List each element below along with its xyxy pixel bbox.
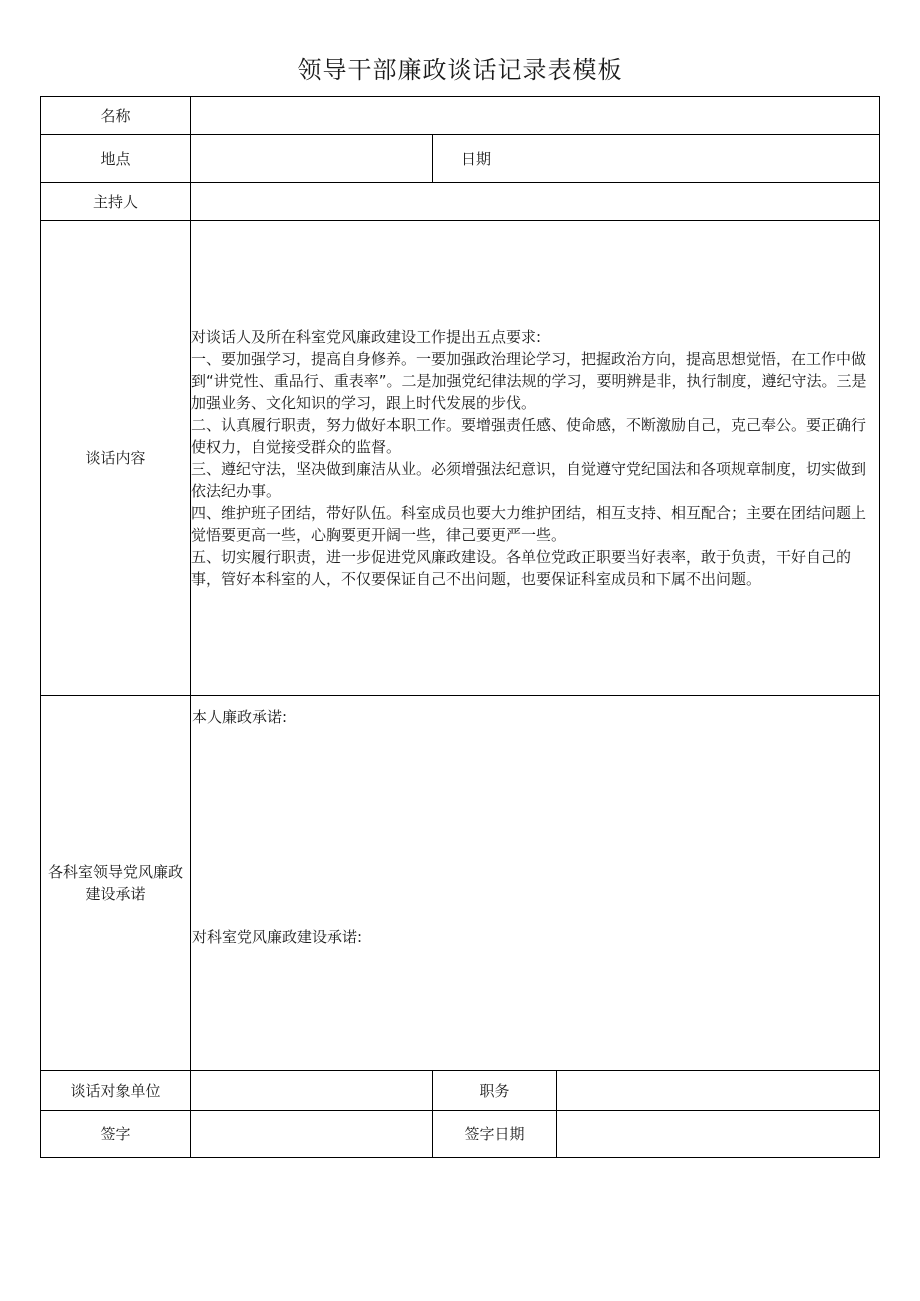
name-label: 名称 (41, 97, 191, 135)
position-label: 职务 (433, 1071, 557, 1111)
row-host (41, 183, 880, 221)
content-paragraph: 二、认真履行职责，努力做好本职工作。要增强责任感、使命感，不断激励自己，克己奉公。要正确行使权力，自觉接受群众的监督。 (191, 416, 867, 456)
position-field[interactable] (557, 1071, 880, 1111)
signature-date-label: 签字日期 (433, 1111, 557, 1158)
date-field[interactable] (433, 135, 880, 183)
page-title: 领导干部廉政谈话记录表模板 (297, 56, 623, 84)
date-label: 日期 (461, 149, 492, 168)
personal-pledge-heading: 本人廉政承诺: (192, 708, 288, 726)
content-field[interactable] (191, 221, 880, 696)
name-field[interactable] (191, 97, 880, 135)
content-paragraph: 五、切实履行职责，进一步促进党风廉政建设。各单位党政正职要当好表率，敢于负责，干好自己的事，管好本科室的人，不仅要保证自己不出问题，也要保证科室成员和下属不出问题。 (191, 548, 852, 588)
pledge-field[interactable] (191, 696, 880, 1071)
row-unit-position (41, 1071, 880, 1111)
location-field[interactable] (191, 135, 433, 183)
content-paragraph: 四、维护班子团结，带好队伍。科室成员也要大力维护团结，相互支持、相互配合；主要在团结问题上觉悟要更高一些，心胸要更开阔一些，律己要更严一些。 (191, 504, 867, 544)
pledge-label: 各科室领导党风廉政建设承诺 (41, 696, 191, 1071)
content-paragraph: 三、遵纪守法，坚决做到廉洁从业。必须增强法纪意识，自觉遵守党纪国法和各项规章制度，切实做到依法纪办事。 (191, 460, 867, 500)
row-name (41, 97, 880, 135)
row-content (41, 221, 880, 696)
content-label: 谈话内容 (41, 221, 191, 696)
location-label: 地点 (41, 135, 191, 183)
content-paragraph: 对谈话人及所在科室党风廉政建设工作提出五点要求: (191, 328, 542, 346)
host-field[interactable] (191, 183, 880, 221)
department-pledge-heading: 对科室党风廉政建设承诺: (192, 928, 363, 946)
record-form-table (40, 96, 880, 1158)
row-location-date (41, 135, 880, 183)
unit-field[interactable] (191, 1071, 433, 1111)
unit-label: 谈话对象单位 (41, 1071, 191, 1111)
row-signature (41, 1111, 880, 1158)
content-paragraph: 一、要加强学习，提高自身修养。一要加强政治理论学习，把握政治方向，提高思想觉悟，在工作中做到“讲党性、重品行、重表率”。二是加强党纪律法规的学习，要明辨是非，执行制度，遵纪守法。三是加强业务、文化知识的学习，跟上时代发展的步伐。 (191, 350, 867, 412)
row-pledge (41, 696, 880, 1071)
host-label: 主持人 (41, 183, 191, 221)
signature-date-field[interactable] (557, 1111, 880, 1158)
signature-label: 签字 (41, 1111, 191, 1158)
signature-field[interactable] (191, 1111, 433, 1158)
